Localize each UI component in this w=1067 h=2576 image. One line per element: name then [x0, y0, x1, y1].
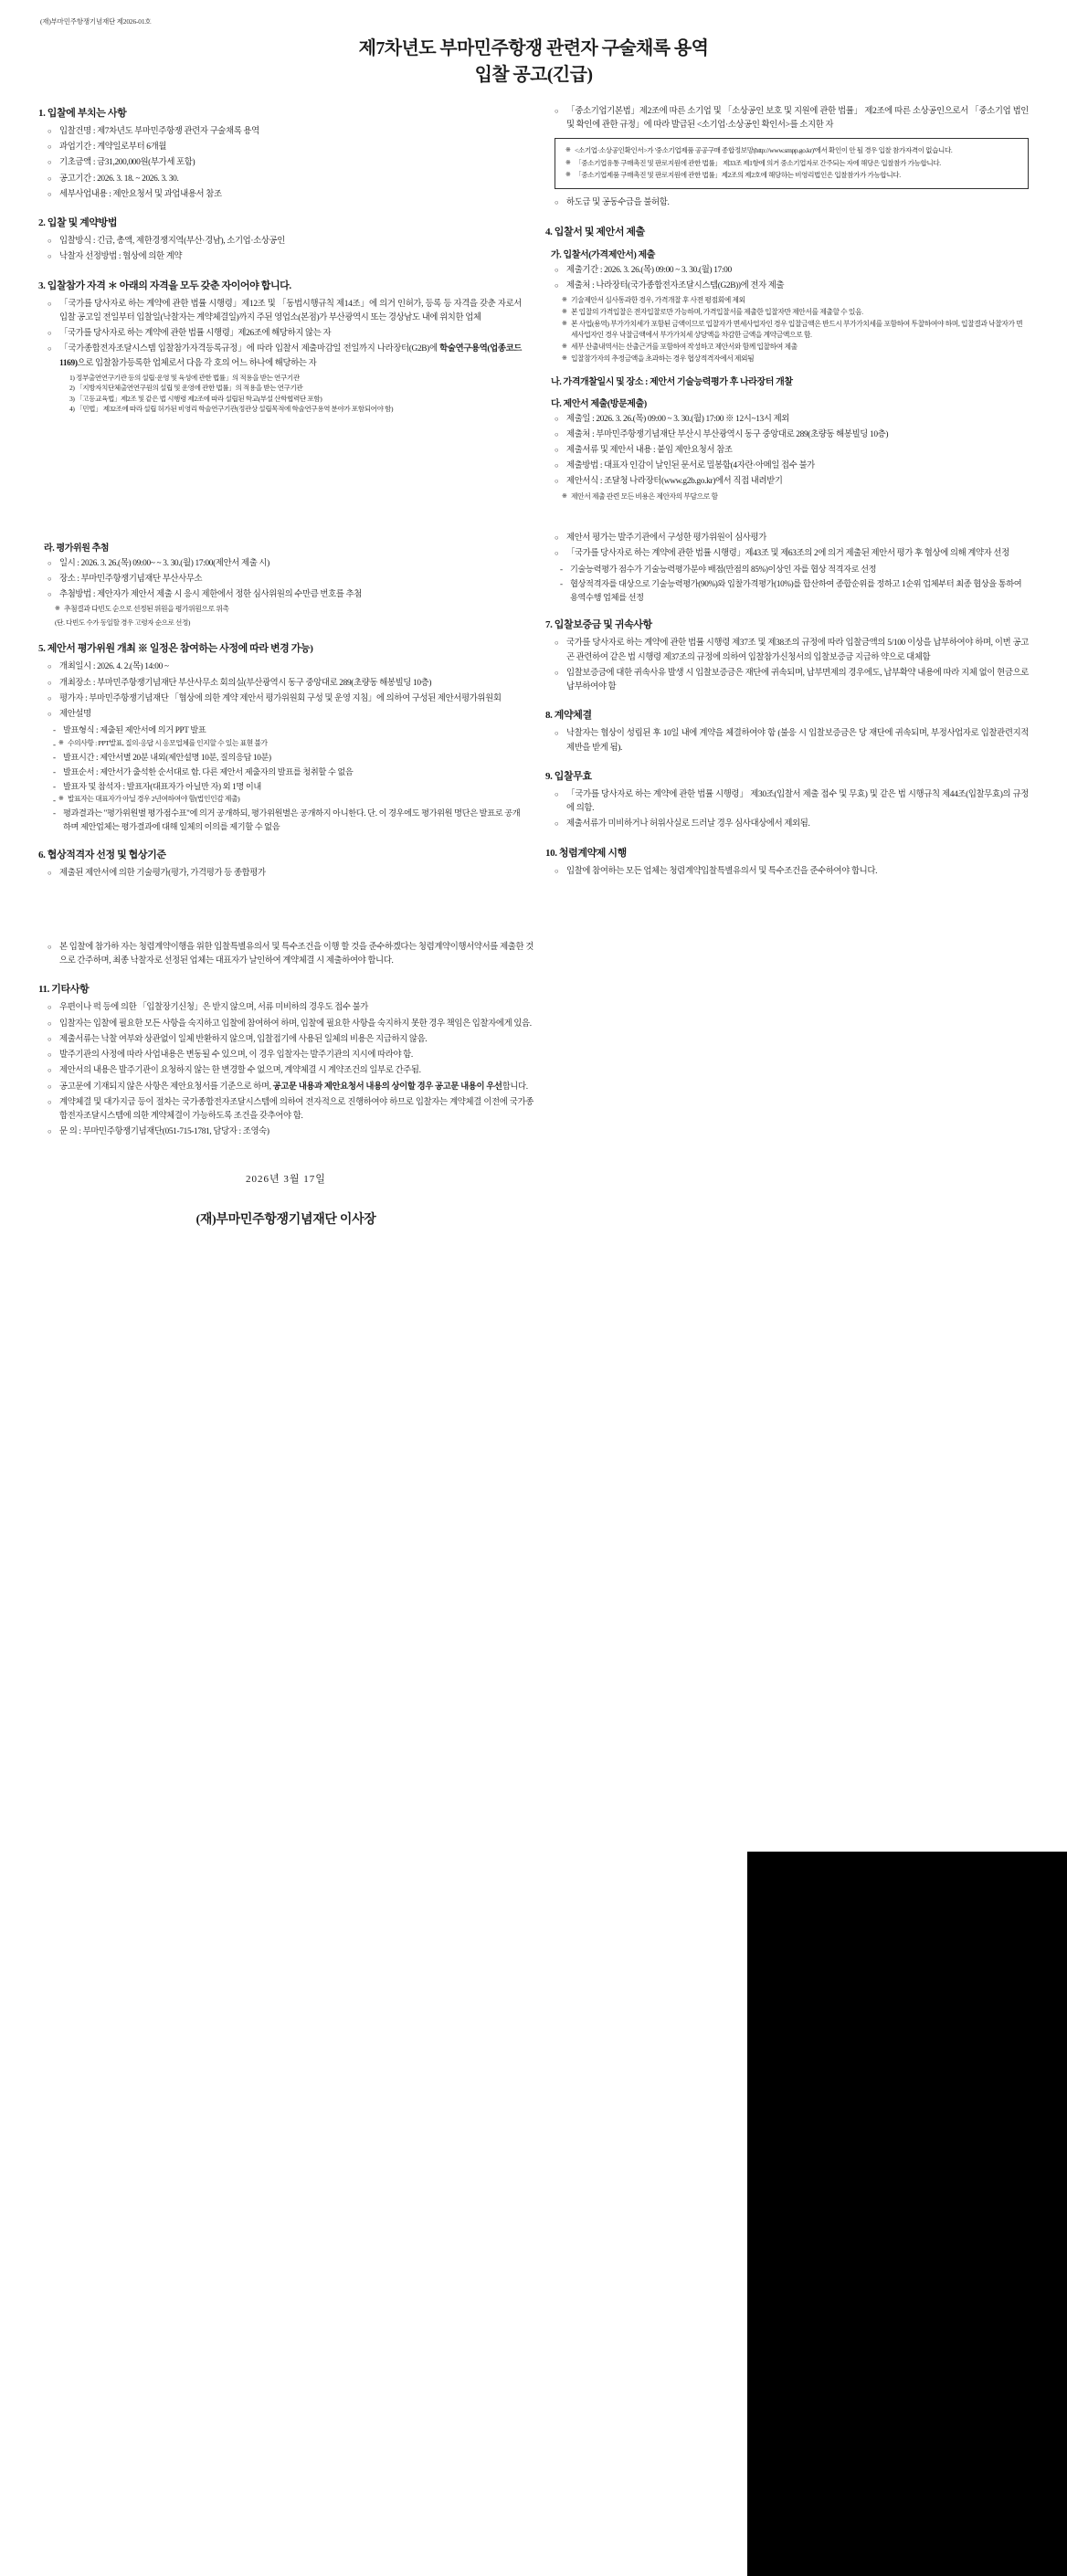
section-ra-list — [38, 557, 522, 603]
list-item: ○ 제안서식 : 조달청 나라장터(www.g2b.go.kr)에서 직접 내려받기 — [555, 475, 1029, 489]
list-item: ○ 개최장소 : 부마민주항쟁기념재단 부산사무소 회의실(부산광역시 동구 중앙대로 289(초량동 해봉빌딩 10층) — [48, 677, 522, 691]
list-item-text-6: 공고문에 기재되지 않은 사항은 제안요청서를 기준으로 하며, 공고문 내용과 제안요청서 내용의 상이할 경우 공고문 내용이 우선합니다. — [59, 1082, 528, 1092]
right-column — [545, 105, 1029, 504]
section-4c-list — [545, 413, 1029, 490]
evaluation-dash-list — [545, 563, 1029, 604]
list-item: ○ 제안서 평가는 발주기관에서 구성한 평가위원이 심사평가 — [555, 532, 1029, 545]
numbered-item: 4) 「민법」 제32조에 따라 설립 허가된 비영리 학술연구기관(정관상 설립목적에 학술연구용역 분야가 포함되어야 함) — [69, 404, 394, 413]
two-column-layout-middle — [38, 532, 1029, 882]
section-10-list — [545, 865, 1029, 879]
list-item: ○ 「중소기업기본법」제2조에 따른 소기업 및 「소상공인 보호 및 지원에 관한 법률」 제2조에 따른 소상공인으로서 「중소기업 법인 및 확인에 관한 규정」에 따라 발급된 <소기업·소상공인 확인서>를 소지한 자 — [555, 105, 1029, 132]
list-item: ○ 제출처 : 부마민주항쟁기념재단 부산시 부산광역시 동구 중앙대로 289(초량동 해봉빌딩 10층) — [555, 428, 1029, 442]
section-ra-note2: (단. 다빈도 수가 동일할 경우 고령자 순으로 선정) — [55, 618, 191, 627]
list-item: ○ 문 의 : 부마민주항쟁기념재단(051-715-1781, 담당자 : 조영숙) — [48, 1125, 534, 1139]
section-4-sub-a: 가. 입찰서(가격제안서) 제출 — [551, 249, 656, 260]
list-item: ○ 제출처 : 나라장터(국가종합전자조달시스템(G2B))에 전자 제출 — [555, 280, 1029, 293]
section-heading-5: 5. 제안서 평가위원 개최 ※ 일정은 참여하는 사정에 따라 변경 가능) — [38, 643, 313, 655]
list-item: ○ 제안설명 — [48, 708, 522, 722]
evaluation-list — [545, 532, 1029, 561]
list-item: ○ 본 입찰에 참가하 자는 청렴계약이행을 위한 입찰특별유의서 및 특수조건을 이행 할 것을 준수하겠다는 청렴계약이행서약서를 제출한 것으로 간주하며, 최종 낙찰자로 선정된 업체는 대표자가 날인하여 계약체결 시 제출하여야 합니다. — [48, 941, 534, 968]
bottom-single-column — [38, 941, 534, 1228]
page-break-gap — [0, 882, 1067, 919]
page-title — [38, 36, 1029, 89]
list-item — [48, 343, 522, 370]
section-heading-3: 3. 입찰참가 자격 ＊ 아래의 자격을 모두 갖춘 자이어야 합니다. — [38, 280, 291, 291]
left-column — [38, 105, 522, 416]
note-item: ※ 추첨결과 다빈도 순으로 선정된 위원을 평가위원으로 위촉 — [55, 604, 522, 615]
dash-note-holder — [53, 738, 522, 749]
list-item: ○ 제출서류는 낙찰 여부와 상관없이 일체 반환하지 않으며, 입찰접기에 사용된 일체의 비용은 지급하지 않음. — [48, 1033, 534, 1047]
title-block — [38, 36, 1029, 89]
section-5-list — [38, 660, 522, 722]
section-ra-heading: 라. 평가위원 추첨 — [44, 543, 110, 554]
organization-code: (재)부마민주항쟁기념재단 제2026-01호 — [40, 17, 152, 26]
list-item: ○ 개최일시 : 2026. 4. 2.(목) 14:00 ~ — [48, 660, 522, 674]
section-heading-1: 1. 입찰에 부치는 사항 — [38, 108, 127, 119]
dash-item: - 발표형식 : 제출된 제안서에 의거 PPT 발표 — [53, 723, 522, 737]
section-heading-8: 8. 계약체결 — [545, 710, 592, 722]
notice-box-list — [564, 145, 1019, 181]
list-item: ○ 계약체결 및 대가지급 등이 절차는 국가종합전자조달시스템에 의하여 전자적으로 진행하여야 하므로 입찰자는 계약체결 이전에 국가종합전자조달시스템에 의한 계약체결이 가능하도록 조건을 갖추어야 함. — [48, 1096, 534, 1124]
list-item — [48, 1081, 534, 1094]
list-item: ○ 우편이나 퍽 등에 의한 「입찰장기신청」은 받지 않으며, 서류 미비하의 경우도 접수 불가 — [48, 1001, 534, 1015]
list-item: ○ 제출기간 : 2026. 3. 26.(목) 09:00 ~ 3. 30.(월) 17:00 — [555, 264, 1029, 278]
signature-name: (재)부마민주항쟁기념재단 이사장 — [195, 1212, 376, 1227]
dash-item: - 발표시간 : 제안서별 20분 내외(제안설명 10분, 질의응답 10분) — [53, 751, 522, 765]
section-5-subnote-2 — [53, 794, 522, 805]
section-1-list — [38, 125, 522, 202]
section-3-sub-numbered — [38, 373, 522, 415]
section-4c-note — [545, 491, 1029, 502]
note-item: ※ - 수의사항 : PPT발표, 질의·응답 시 응모업체를 인지할 수 있는 표현 불가 — [58, 738, 522, 749]
dash-item: - 평과결과는 "평가위원별 평가점수표"에 의거 공개하되, 평가위원별은 공개하지 아니한다. 단. 이 경우에도 평가위원 명단은 발표로 공개하며 제안업체는 평가결과에 대해 일체의 이의를 제기할 수 없음 — [53, 807, 522, 833]
note-item: ※ 입찰참가자의 추정금액을 초과하는 경우 협상적격자에서 제외됨 — [562, 354, 1029, 364]
signature-date: 2026년 3월 17일 — [246, 1173, 326, 1185]
integrity-intro-list — [38, 941, 534, 968]
dash-note-holder-2 — [53, 794, 522, 805]
notice-item: ※ 「중소기업제품 구매촉진 및 판로지원에 관한 법률」제2조의 제2호에 해당하는 비영리법인은 입찰참가가 가능합니다. — [565, 170, 1019, 181]
list-item: ○ 제안서의 내용은 발주기관이 요청하지 않는 한 변경할 수 없으며, 계약체결 시 계약조건의 일부로 간주됨. — [48, 1064, 534, 1078]
section-4-sub-c: 다. 제안서 제출(방문제출) — [551, 398, 647, 409]
announcement-sheet-top — [0, 0, 1067, 504]
list-item: ○ 하도급 및 공동수급을 불허함. — [555, 196, 1029, 210]
list-item: ○ 입찰건명 : 제7차년도 부마민주항쟁 관련자 구술채록 용역 — [48, 125, 522, 139]
subcontract-list — [545, 196, 1029, 210]
note-item: ※ 기술제안서 심사통과한 경우, 가격개찰 후 사전 평점회에 제외 — [562, 295, 1029, 306]
section-heading-4: 4. 입찰서 및 제안서 제출 — [545, 226, 645, 238]
announcement-sheet-middle — [0, 504, 1067, 882]
list-item: ○ 입찰보증금에 대한 귀속사유 발생 시 입찰보증금은 재단에 귀속되며, 납부면제의 경우에도, 납부확약 내용에 따라 지체 없이 현금으로 납부하여야 함 — [555, 667, 1029, 694]
note-item: ※ 본 입찰의 가격입찰은 전자입찰로만 가능하며, 가격입찰서를 제출한 입찰자만 제안서를 제출할 수 있음. — [562, 307, 1029, 318]
section-4a-notes — [545, 295, 1029, 364]
section-5-subnote-1 — [53, 738, 522, 749]
note-item: ※ 본 사업(용역) 부가가치세가 포함된 금액이므로 입찰자가 면세사업자인 경우 입찰금액은 반드시 부가가치세를 포함하여 투찰하여야 하며, 입찰결과 낙찰자가 면세사업자인 경우 낙찰금액에서 부가가치세 상당액을 차감한 금액을 계약금액으로 함. — [562, 319, 1029, 341]
numbered-item: 2) 「지방자치단체출연연구원의 설립 및 운영에 관한 법률」의 적용을 받는 연구기관 — [69, 384, 303, 393]
notice-item: ※ 「중소기업유통 구매촉진 및 판로지원에 관한 법률」 제33조 제1항에 의거 중소기업자로 간주되는 자에 해당은 입찰참가 가능합니다. — [565, 158, 1019, 169]
blank-black-panel — [747, 1852, 1067, 2576]
list-item-text-3: 「국가종합전자조달시스템 입찰참가자격등록규정」에 따라 입찰서 제출마감일 전일까지 나라장터(G2B)에 학술연구용역(업종코드 1169)으로 입찰참가등록한 업체로서 다음 각 호의 어느 하나에 해당하는 자 — [59, 344, 522, 368]
note-item: ※ - 발표자는 대표자가 아닐 경우 2년여하여야 함(법인인감 제출) — [58, 794, 522, 805]
list-item: ○ 제출일 : 2026. 3. 26.(목) 09:00 ~ 3. 30.(월) 17:00 ※ 12시~13시 제외 — [555, 413, 1029, 427]
section-9-list — [545, 788, 1029, 832]
section-2-list — [38, 235, 522, 264]
numbered-item: 3) 「고등교육법」제2조 및 같은 법 시행령 제2조에 따라 설립된 학교(부설 산학협력단 포함) — [69, 394, 322, 403]
list-item: ○ 낙찰자는 협상이 성립된 후 10일 내에 계약을 체결하여야 함 (불응 시 입찰보증금은 당 재단에 귀속되며, 부정사업자로 입찰관련지적 제반을 받게 됨). — [555, 727, 1029, 755]
list-item: ○ 「국가를 당사자로 하는 계약에 관한 법률 시행령」제12조 및 「동법시행규칙 제14조」에 의거 인허가, 등록 등 자격을 갖춘 자로서 입찰 공고일 전일부터 입찰일(낙찰자는 계약체결일)까지 주된 영업소(본점)가 부산광역시 또는 경상남도 내에 위치한 업체 — [48, 298, 522, 325]
section-6-list — [38, 867, 522, 881]
section-3-list — [38, 298, 522, 371]
notice-item: ※ <소기업·소상공인확인서>가 '중소기업제품 공공구매 종합정보망(http://www.smpp.go.kr)'에서 확인이 안 될 경우 입찰 참가자격이 없습니다. — [565, 145, 1019, 156]
dash-item: - 협상적격자를 대상으로 기술능력평가(90%)와 입찰가격평가(10%)를 합산하여 종합순위를 정하고 1순위 업체부터 최종 협상을 통하여 용역수행 업체를 선정 — [560, 577, 1029, 604]
notice-box — [555, 138, 1029, 189]
section-4a-list — [545, 264, 1029, 293]
list-item: ○ 장소 : 부마민주항쟁기념재단 부산사무소 — [48, 573, 522, 586]
list-item: ○ 낙찰자 선정방법 : 협상에 의한 계약 — [48, 250, 522, 264]
numbered-item: 1) 정부출연연구기관 등의 설립·운영 및 육성에 관한 법률」의 적용을 받는 연구기관 — [69, 373, 300, 382]
list-item: ○ 공고기간 : 2026. 3. 18. ~ 2026. 3. 30. — [48, 173, 522, 186]
list-item: ○ 추첨방법 : 제안자가 제안서 제출 시 응시 제한에서 정한 심사위원의 수만큼 번호를 추첨 — [48, 588, 522, 602]
title-line-2: 입찰 공고(긴급) — [474, 65, 593, 85]
list-item: ○ 제출서류가 미비하거나 허위사실로 드러날 경우 심사대상에서 제외됨. — [555, 818, 1029, 831]
section-heading-2: 2. 입찰 및 계약방법 — [38, 217, 118, 229]
list-item: ○ 과업기간 : 계약일로부터 6개월 — [48, 141, 522, 154]
dash-item: - 기술능력평가 점수가 기술능력평가분야 배점(만점의 85%)이상인 자를 협상 적격자로 선정 — [560, 563, 1029, 576]
list-item: ○ 입찰에 참여하는 모든 업체는 청렴계약입찰특별유의서 및 특수조건을 준수하여야 합니다. — [555, 865, 1029, 879]
right-column-middle — [545, 532, 1029, 881]
announcement-sheet-bottom — [0, 919, 1067, 1228]
section-7-list — [545, 637, 1029, 694]
section-5-dash-list — [38, 723, 522, 833]
section-11-list — [38, 1001, 534, 1139]
dash-item: - 발표순서 : 제안서가 출석한 순서대로 함. 다른 제안서 제출자의 발표를 청취할 수 없음 — [53, 765, 522, 779]
list-item: ○ 국가를 당사자로 하는 계약에 관한 법률 시행령 제37조 및 제38조의 규정에 따라 입찰금액의 5/100 이상을 납부하여야 하며, 이번 공고곤 관련하여 같은 법 시행령 제37조의 규정에 의하여 입찰참가신청서의 입찰보증금 지급하 약으로 대체함 — [555, 637, 1029, 664]
list-item: ○ 세부사업내용 : 제안요청서 및 과업내용서 참조 — [48, 188, 522, 202]
list-item: ○ 입찰방식 : 긴급, 총액, 제한경쟁지역(부산·경남), 소기업·소상공인 — [48, 235, 522, 248]
list-item: ○ 평가자 : 부마민주항쟁기념재단 「협상에 의한 계약 제안서 평가위원회 구성 및 운영 지침」에 의하여 구성된 제안서평가위원회 — [48, 692, 522, 706]
list-item: ○ 「국가를 당사자로 하는 계약에 관한 법률 시행령」제26조에 해당하지 않는 자 — [48, 327, 522, 341]
list-item: ○ 「국가를 당사자로 하는 계약에 관한 법률 시행령」제43조 및 제63조의 2에 의거 제출된 제안서 평가 후 협상에 의해 계약자 선정 — [555, 547, 1029, 561]
note-item: ※ 제안서 제출 관련 모든 비용은 제안자의 부담으로 함 — [562, 491, 1029, 502]
two-column-layout — [38, 105, 1029, 504]
note-item: ※ 세부 산출내역서는 산출근거를 포함하여 작성하고 제안서와 함께 입찰하여 제출 — [562, 342, 1029, 353]
list-item: ○ 발주기관의 사정에 따라 사업내용은 변동될 수 있으며, 이 경우 입찰자는 발주기관의 지시에 따라야 함. — [48, 1049, 534, 1062]
list-item: ○ 기초금액 : 금31,200,000원(부가세 포함) — [48, 156, 522, 170]
list-item: ○ 일시 : 2026. 3. 26.(목) 09:00~ ~ 3. 30.(월) 17:00(제안서 제출 시) — [48, 557, 522, 571]
dash-item: - 발표자 및 참석자 : 발표자(대표자가 아닐만 자) 외 1명 이내 — [53, 780, 522, 794]
list-item: ○ 제출방법 : 대표자 인감이 날인된 문서로 밀봉함(4자란·아메일 접수 불가 — [555, 459, 1029, 473]
section-heading-10: 10. 청렴계약제 시행 — [545, 847, 627, 859]
list-item: ○ 제출서류 및 제안서 내용 : 붙임 제안요청서 참조 — [555, 444, 1029, 458]
list-item: ○ 「국가를 당사자로 하는 계약에 관한 법률 시행령」 제30조(입찰서 제출 접수 및 무효) 및 같은 법 시행규칙 제44조(입찰무효)의 규정에 의함. — [555, 788, 1029, 816]
section-ra-notes — [38, 604, 522, 615]
section-heading-9: 9. 입찰무효 — [545, 770, 592, 782]
section-heading-7: 7. 입찰보증금 및 귀속사항 — [545, 619, 652, 631]
section-heading-6: 6. 협상적격자 선정 및 협상기준 — [38, 849, 166, 860]
qualification-extra-list — [545, 105, 1029, 132]
title-line-1: 제7차년도 부마민주항쟁 관련자 구술채록 용역 — [358, 38, 709, 58]
list-item: ○ 제출된 제안서에 의한 기술평가(평가, 가격평가 등 종합평가 — [48, 867, 522, 881]
left-column-middle — [38, 532, 522, 882]
section-8-list — [545, 727, 1029, 755]
section-heading-11: 11. 기타사항 — [38, 984, 90, 996]
section-4-sub-b: 나. 가격개찰일시 및 장소 : 제안서 기술능력평가 후 나라장터 개찰 — [551, 376, 793, 387]
list-item: ○ 입찰자는 입찰에 필요한 모든 사항을 숙지하고 입찰에 참여하여 하며, 입찰에 필요한 사항을 숙지하지 못한 경우 책임은 입찰자에게 있음. — [48, 1018, 534, 1031]
